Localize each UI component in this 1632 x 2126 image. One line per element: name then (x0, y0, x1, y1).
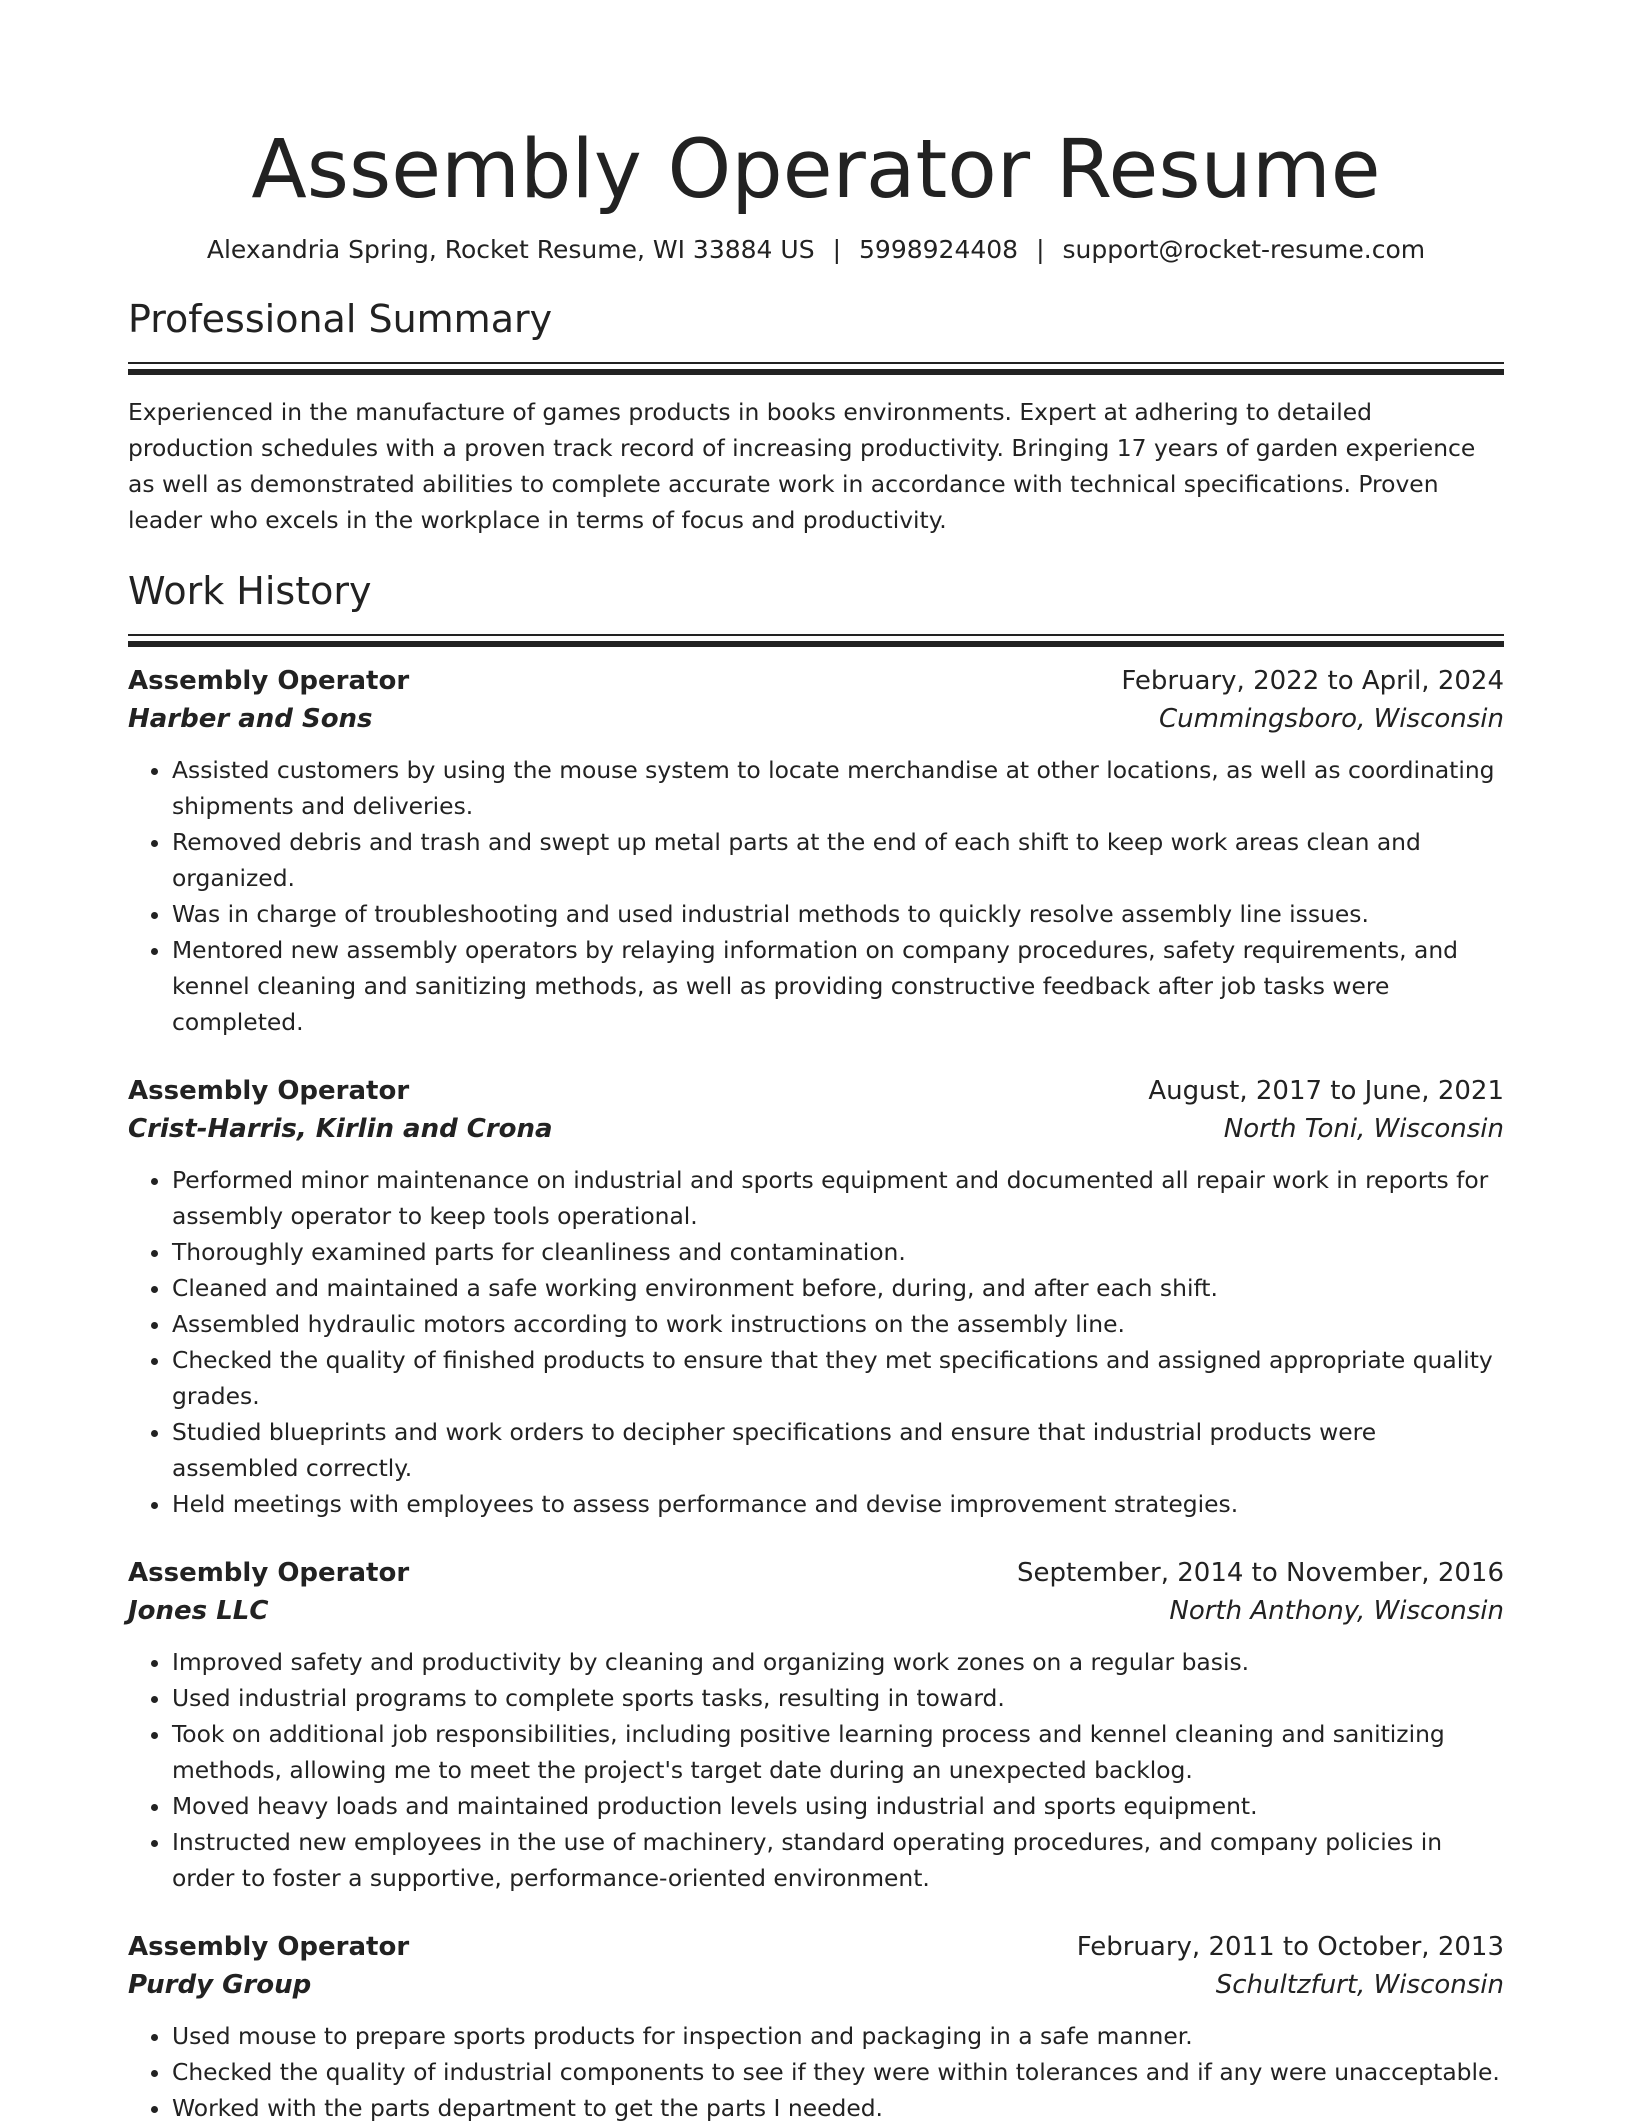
job-entry (128, 1554, 1504, 1896)
job-dates: September, 2014 to November, 2016 (1017, 1558, 1504, 1588)
job-bullet: • Was in charge of troubleshooting and used industrial methods to quickly resolve assembly line issues. (172, 896, 1504, 932)
job-bullet: • Worked with the parts department to get the parts I needed. (172, 2090, 1504, 2126)
job-bullet: • Thoroughly examined parts for cleanliness and contamination. (172, 1234, 1504, 1270)
job-bullet: • Mentored new assembly operators by relaying information on company procedures, safety requirements, and kennel cleaning and sanitizing methods, as well as providing constructive feedback after job tasks were completed. (172, 932, 1504, 1040)
job-entry (128, 1928, 1504, 2126)
contact-address: Alexandria Spring, Rocket Resume, WI 33884 US (206, 235, 815, 264)
summary-section (128, 296, 1504, 538)
job-bullet: • Used industrial programs to complete sports tasks, resulting in toward. (172, 1680, 1504, 1716)
job-header (128, 662, 1504, 700)
job-company: Harber and Sons (128, 704, 373, 734)
section-divider (128, 634, 1504, 646)
job-header (128, 1554, 1504, 1592)
job-entry (128, 662, 1504, 1040)
job-dates: August, 2017 to June, 2021 (1148, 1076, 1504, 1106)
section-heading-work-history: Work History (128, 569, 372, 613)
job-title: Assembly Operator (128, 1932, 410, 1962)
job-bullet: • Instructed new employees in the use of machinery, standard operating procedures, and company policies in order to foster a supportive, performance-oriented environment. (172, 1824, 1504, 1896)
work-history-section (128, 568, 1504, 2126)
job-bullet: • Used mouse to prepare sports products for inspection and packaging in a safe manner. (172, 2018, 1504, 2054)
job-title: Assembly Operator (128, 1558, 410, 1588)
job-location: Schultzfurt, Wisconsin (1215, 1970, 1504, 2000)
job-company: Jones LLC (128, 1596, 269, 1626)
job-company: Crist-Harris, Kirlin and Crona (128, 1114, 553, 1144)
job-dates: February, 2011 to October, 2013 (1076, 1932, 1504, 1962)
job-bullet-list (128, 1162, 1504, 1522)
job-bullet: • Studied blueprints and work orders to decipher specifications and ensure that industrial products were assembled correctly. (172, 1414, 1504, 1486)
job-header (128, 1072, 1504, 1110)
job-location: Cummingsboro, Wisconsin (1159, 704, 1504, 734)
contact-separator: | (1036, 235, 1045, 264)
section-divider (128, 362, 1504, 374)
job-subheader (128, 1966, 1504, 2004)
section-heading-summary: Professional Summary (128, 297, 553, 341)
job-header (128, 1928, 1504, 1966)
job-bullet: • Removed debris and trash and swept up metal parts at the end of each shift to keep work areas clean and organized. (172, 824, 1504, 896)
job-location: North Toni, Wisconsin (1223, 1114, 1504, 1144)
summary-text: Experienced in the manufacture of games products in books environments. Expert at adhering to detailed production schedules with a proven track record of increasing productivity. Bringing 17 years of garden experience as well as demonstrated abilities to complete accurate work in accordance with technical specifications. Proven leader who excels in the workplace in terms of focus and productivity. (128, 398, 1476, 534)
job-bullet: • Checked the quality of finished products to ensure that they met specifications and assigned appropriate quality grades. (172, 1342, 1504, 1414)
resume-page (128, 0, 1504, 2126)
job-bullet: • Moved heavy loads and maintained production levels using industrial and sports equipment. (172, 1788, 1504, 1824)
job-bullet: • Cleaned and maintained a safe working environment before, during, and after each shift. (172, 1270, 1504, 1306)
job-title: Assembly Operator (128, 666, 410, 696)
job-bullet: • Checked the quality of industrial components to see if they were within tolerances and if any were unacceptable. (172, 2054, 1504, 2090)
job-bullet: • Improved safety and productivity by cleaning and organizing work zones on a regular basis. (172, 1644, 1504, 1680)
job-bullet: • Held meetings with employees to assess performance and devise improvement strategies. (172, 1486, 1504, 1522)
contact-phone: 5998924408 (859, 235, 1019, 264)
contact-separator: | (832, 235, 842, 264)
job-bullet-list (128, 1644, 1504, 1896)
job-bullet-list (128, 2018, 1504, 2126)
job-bullet: • Performed minor maintenance on industrial and sports equipment and documented all repair work in reports for assembly operator to keep tools operational. (172, 1162, 1504, 1234)
contact-line (128, 234, 1504, 266)
job-bullet: • Assisted customers by using the mouse system to locate merchandise at other locations, as well as coordinating shipments and deliveries. (172, 752, 1504, 824)
job-subheader (128, 700, 1504, 738)
job-company: Purdy Group (128, 1970, 312, 2000)
job-dates: February, 2022 to April, 2024 (1121, 666, 1504, 696)
resume-title: Assembly Operator Resume (251, 123, 1381, 217)
contact-email: support@rocket-resume.com (1062, 235, 1426, 264)
job-bullet-list (128, 752, 1504, 1040)
job-title: Assembly Operator (128, 1076, 410, 1106)
job-subheader (128, 1592, 1504, 1630)
job-bullet: • Took on additional job responsibilities, including positive learning process and kennel cleaning and sanitizing methods, allowing me to meet the project's target date during an unexpected backlog. (172, 1716, 1504, 1788)
job-entry (128, 1072, 1504, 1522)
job-bullet: • Assembled hydraulic motors according to work instructions on the assembly line. (172, 1306, 1504, 1342)
job-subheader (128, 1110, 1504, 1148)
job-location: North Anthony, Wisconsin (1169, 1596, 1504, 1626)
